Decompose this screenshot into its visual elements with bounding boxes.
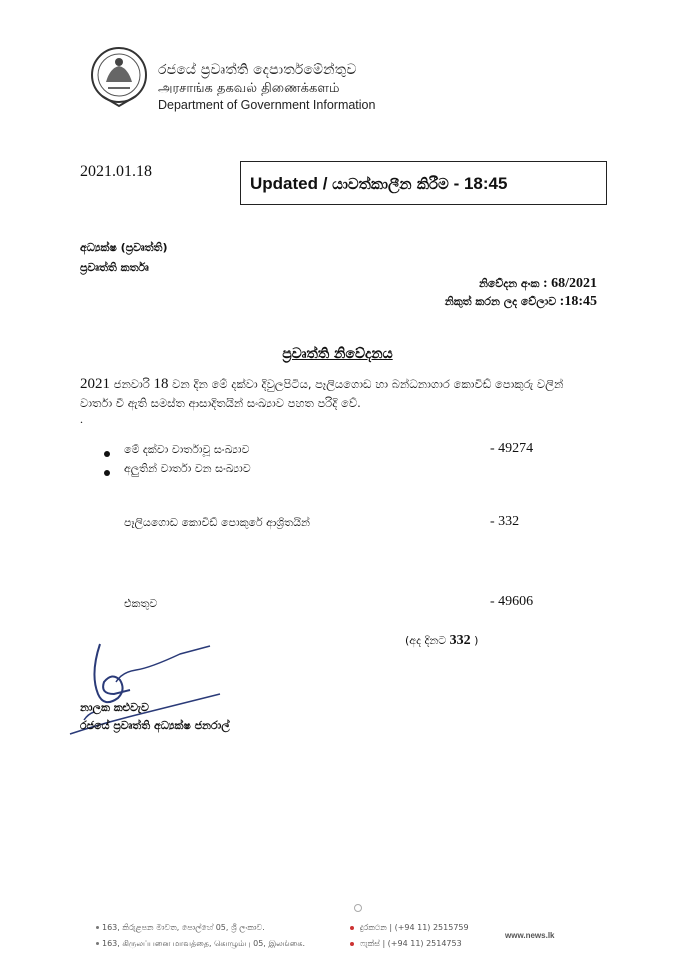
today-prefix: (අද දිනට: [405, 634, 450, 647]
item-peliyagoda-cluster-value: - 332: [490, 514, 520, 529]
footer-address-tamil: 163, கிருலப்பனை மாவத்தை, கொழும்பு 05, இலங்கை.: [102, 939, 306, 948]
footer-address-sinhala: 163, කිරුළපන මාවත, පොල්හේ 05, ශ්‍රී ලංකාව.: [102, 923, 265, 932]
footer-telephone: දුරකථන | (+94 11) 2515759: [360, 923, 469, 932]
signatory-name: නාලක කළුවැව: [80, 701, 149, 714]
phone-icon: [350, 926, 354, 930]
day-number: 18: [153, 376, 169, 392]
body-paragraph-line-2: වාර්තා වී ඇති සමස්ත ආසාදිතයින් සංඛ්‍යාව පහත පරිදි වේ.: [80, 396, 361, 410]
item-reported-to-date-label: මේ දක්වා වාර්තාවූ සංඛ්‍යාව: [124, 443, 250, 456]
total-label: එකතුව: [124, 597, 158, 610]
issue-time-value: :18:45: [556, 294, 597, 309]
total-value: - 49606: [490, 594, 534, 609]
item-reported-to-date-value: - 49274: [490, 441, 534, 456]
today-count: [405, 633, 478, 649]
release-number-label: නිවේදන අංක: [478, 277, 540, 290]
release-date: 2021.01.18: [80, 163, 152, 180]
today-number: 332: [449, 633, 471, 648]
update-banner: [250, 174, 507, 194]
year-number: 2021: [80, 376, 110, 392]
footer-bullet-icon: [96, 942, 99, 945]
footer-website-link[interactable]: www.news.lk: [505, 931, 555, 940]
issue-time: [445, 294, 597, 310]
footer-fax: ෆැක්ස් | (+94 11) 2514753: [360, 939, 462, 948]
release-number: [479, 276, 597, 292]
update-label-si: යාවත්කාලීන කිරීම: [332, 175, 449, 193]
bullet-icon: [104, 451, 110, 457]
addressee-line-2: ප්‍රවෘත්ති කර්තෘ: [80, 261, 149, 274]
item-peliyagoda-cluster-label: පෑලියගොඩ කොවිඩ් පොකුරේ ආශ්‍රිතයින්: [124, 516, 310, 529]
dept-name-sinhala: රජයේ ප්‍රවෘත්ති දෙපාර්තමේන්තුව: [158, 62, 357, 78]
dept-name-english: Department of Government Information: [158, 98, 376, 112]
update-time: - 18:45: [448, 174, 508, 193]
signatory-title: රජයේ ප්‍රවෘත්ති අධ්‍යක්ෂ ජනරාල්: [80, 719, 230, 732]
footer-bullet-icon: [96, 926, 99, 929]
addressee-line-1: අධ්‍යක්ෂ (ප්‍රවෘත්ති): [80, 241, 168, 254]
release-number-value: : 68/2021: [539, 276, 597, 291]
dept-name-tamil: அரசாங்க தகவல் திணைக்களம்: [158, 81, 340, 96]
para-text-a: ජනවාරි: [110, 377, 154, 391]
government-emblem-icon: [88, 44, 150, 110]
para-text-b: වන දින මේ දක්වා දිවුලපිටිය, පෑලියගොඩ හා බන්ධනාගාර කොවිඩ් පොකුරු වලින්: [168, 377, 564, 391]
body-paragraph-line-1: [80, 376, 563, 393]
fax-icon: [350, 942, 354, 946]
update-label-en: Updated /: [250, 174, 333, 193]
issue-time-label: නිකුත් කරන ලද වේලාව: [444, 295, 557, 308]
item-newly-reported-label: අලුතින් වාර්තා වන සංඛ්‍යාව: [124, 462, 251, 475]
document-title: ප්‍රවෘත්ති නිවේදනය: [282, 346, 393, 362]
today-suffix: ): [470, 634, 479, 647]
footer-mark-icon: [354, 904, 362, 912]
bullet-icon: [104, 470, 110, 476]
stray-dot: .: [80, 412, 83, 426]
